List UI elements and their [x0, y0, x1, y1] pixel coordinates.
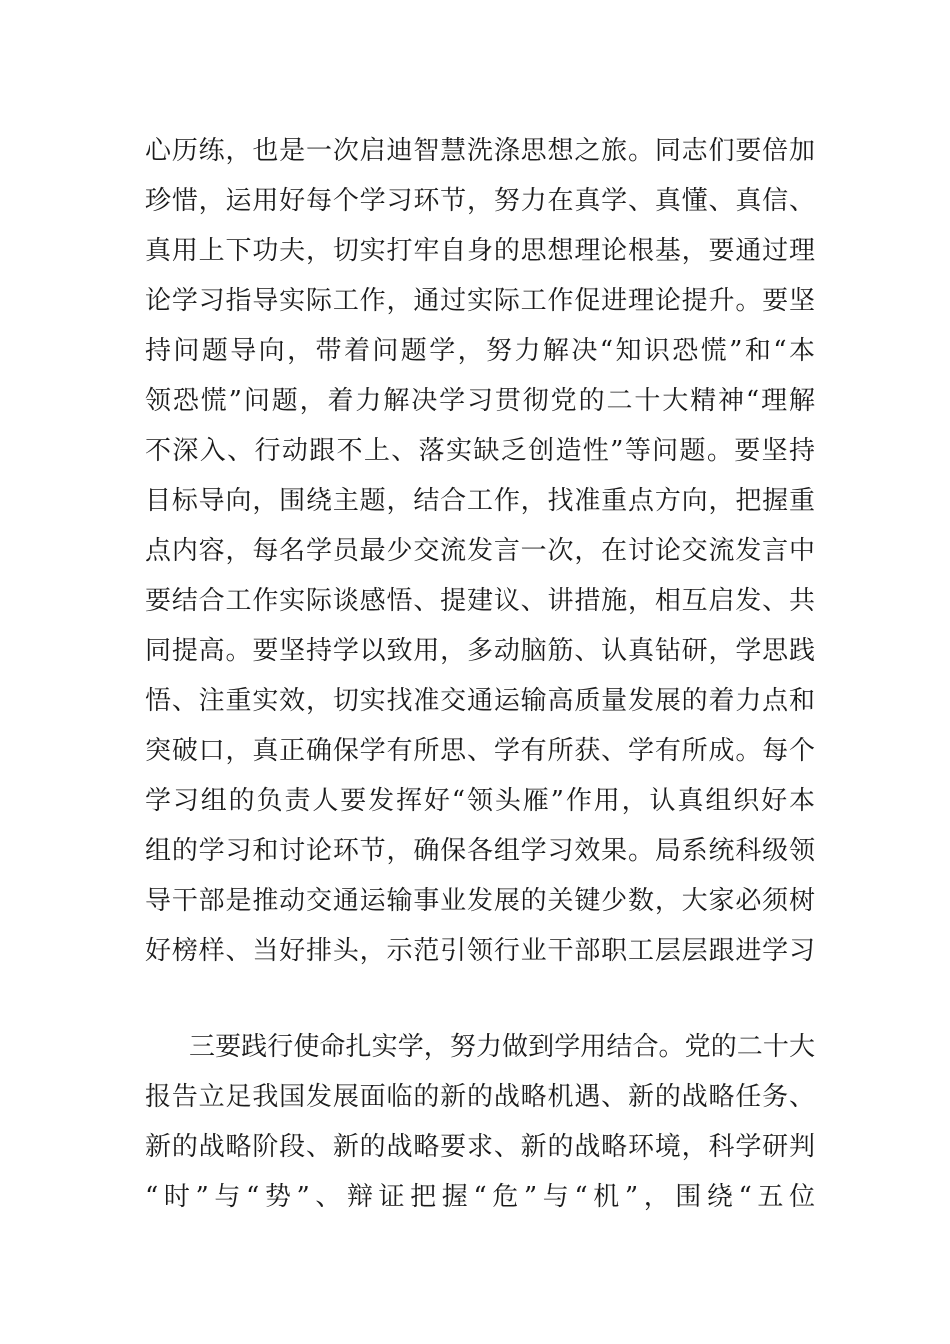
paragraph-line: 心历练，也是一次启迪智慧洗涤思想之旅。同志们要倍加: [145, 136, 815, 166]
paragraph-line: 领恐慌”问题，着力解决学习贯彻党的二十大精神“理解: [145, 386, 815, 416]
paragraph-line: 新的战略阶段、新的战略要求、新的战略环境，科学研判: [145, 1132, 815, 1162]
paragraph-line: 学习组的负责人要发挥好“领头雁”作用，认真组织好本: [145, 786, 815, 816]
paragraph-line: 点内容，每名学员最少交流发言一次，在讨论交流发言中: [145, 536, 815, 566]
paragraph-line: 持问题导向，带着问题学，努力解决“知识恐慌”和“本: [145, 336, 815, 366]
paragraph-line: 珍惜，运用好每个学习环节，努力在真学、真懂、真信、: [145, 186, 815, 216]
paragraph-line: “时”与“势”、辩证把握“危”与“机”，围绕“五位: [145, 1182, 815, 1212]
paragraph-line: 目标导向，围绕主题，结合工作，找准重点方向，把握重: [145, 486, 815, 516]
paragraph-line: 论学习指导实际工作，通过实际工作促进理论提升。要坚: [145, 286, 815, 316]
paragraph-line: 悟、注重实效，切实找准交通运输高质量发展的着力点和: [145, 686, 815, 716]
paragraph-line: 同提高。要坚持学以致用，多动脑筋、认真钻研，学思践: [145, 636, 815, 666]
paragraph-line: 不深入、行动跟不上、落实缺乏创造性”等问题。要坚持: [145, 436, 815, 466]
paragraph-line: 组的学习和讨论环节，确保各组学习效果。局系统科级领: [145, 836, 815, 866]
paragraph-line: 好榜样、当好排头，示范引领行业干部职工层层跟进学习: [145, 936, 815, 966]
paragraph-line: 要结合工作实际谈感悟、提建议、讲措施，相互启发、共: [145, 586, 815, 616]
paragraph-line: 三要践行使命扎实学，努力做到学用结合。党的二十大: [189, 1032, 815, 1062]
paragraph-line: 导干部是推动交通运输事业发展的关键少数，大家必须树: [145, 886, 815, 916]
paragraph-line: 突破口，真正确保学有所思、学有所获、学有所成。每个: [145, 736, 815, 766]
paragraph-line: 报告立足我国发展面临的新的战略机遇、新的战略任务、: [145, 1082, 815, 1112]
paragraph-line: 真用上下功夫，切实打牢自身的思想理论根基，要通过理: [145, 236, 815, 266]
